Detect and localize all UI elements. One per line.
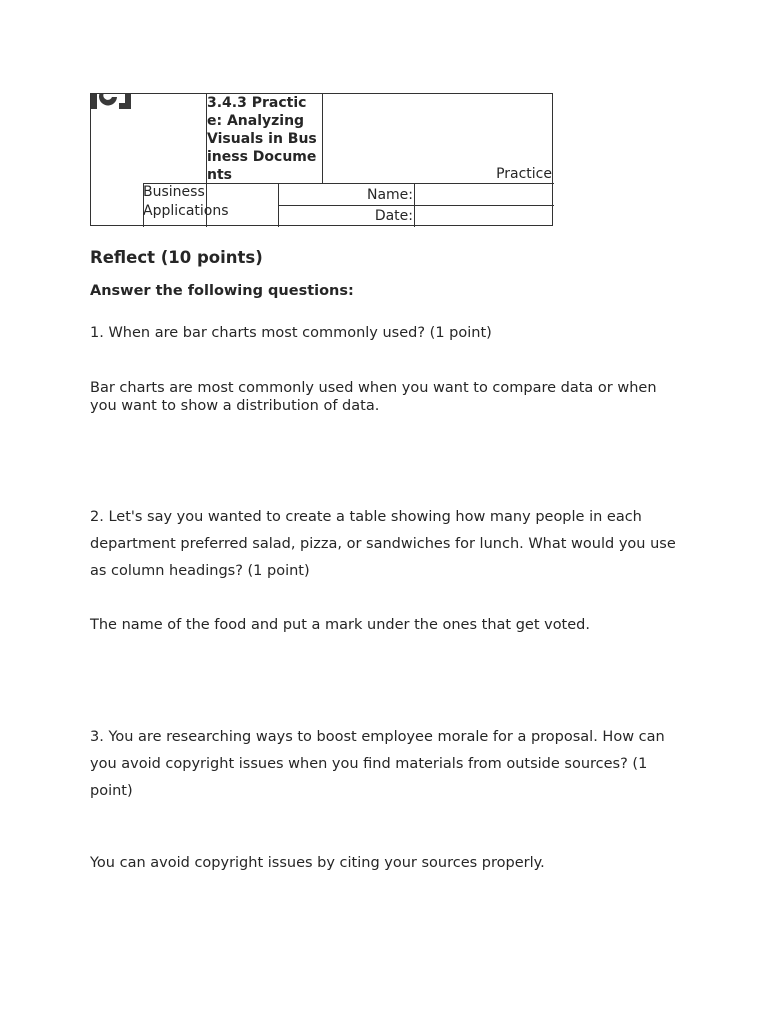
section-instructions: Answer the following questions:	[90, 283, 354, 299]
name-label: Name:	[366, 187, 413, 203]
answer-1: Bar charts are most commonly used when you want to compare data or when you want to show a distribution of data.	[90, 380, 657, 414]
course-name: Business Applications	[143, 184, 229, 219]
logo-icon	[91, 94, 131, 109]
document-title: 3.4.3 Practice: Analyzing Visuals in Business Documents	[207, 95, 317, 183]
document-header-table	[90, 93, 553, 226]
date-label: Date:	[374, 208, 413, 224]
divider	[278, 205, 554, 206]
question-2: 2. Let's say you wanted to create a table showing how many people in each department preferred salad, pizza, or sandwiches for lunch. What would you use as column headings? (1 point)	[90, 509, 676, 579]
divider	[322, 94, 323, 184]
answer-2: The name of the food and put a mark under the ones that get voted.	[90, 617, 590, 633]
section-title: Reflect (10 points)	[90, 248, 263, 267]
document-type-label: Practice	[496, 166, 552, 182]
answer-3: You can avoid copyright issues by citing your sources properly.	[90, 855, 545, 871]
question-3: 3. You are researching ways to boost employee morale for a proposal. How can you avoid copyright issues when you find materials from outside sources? (1 point)	[90, 729, 665, 799]
question-1: 1. When are bar charts most commonly used? (1 point)	[90, 325, 492, 341]
